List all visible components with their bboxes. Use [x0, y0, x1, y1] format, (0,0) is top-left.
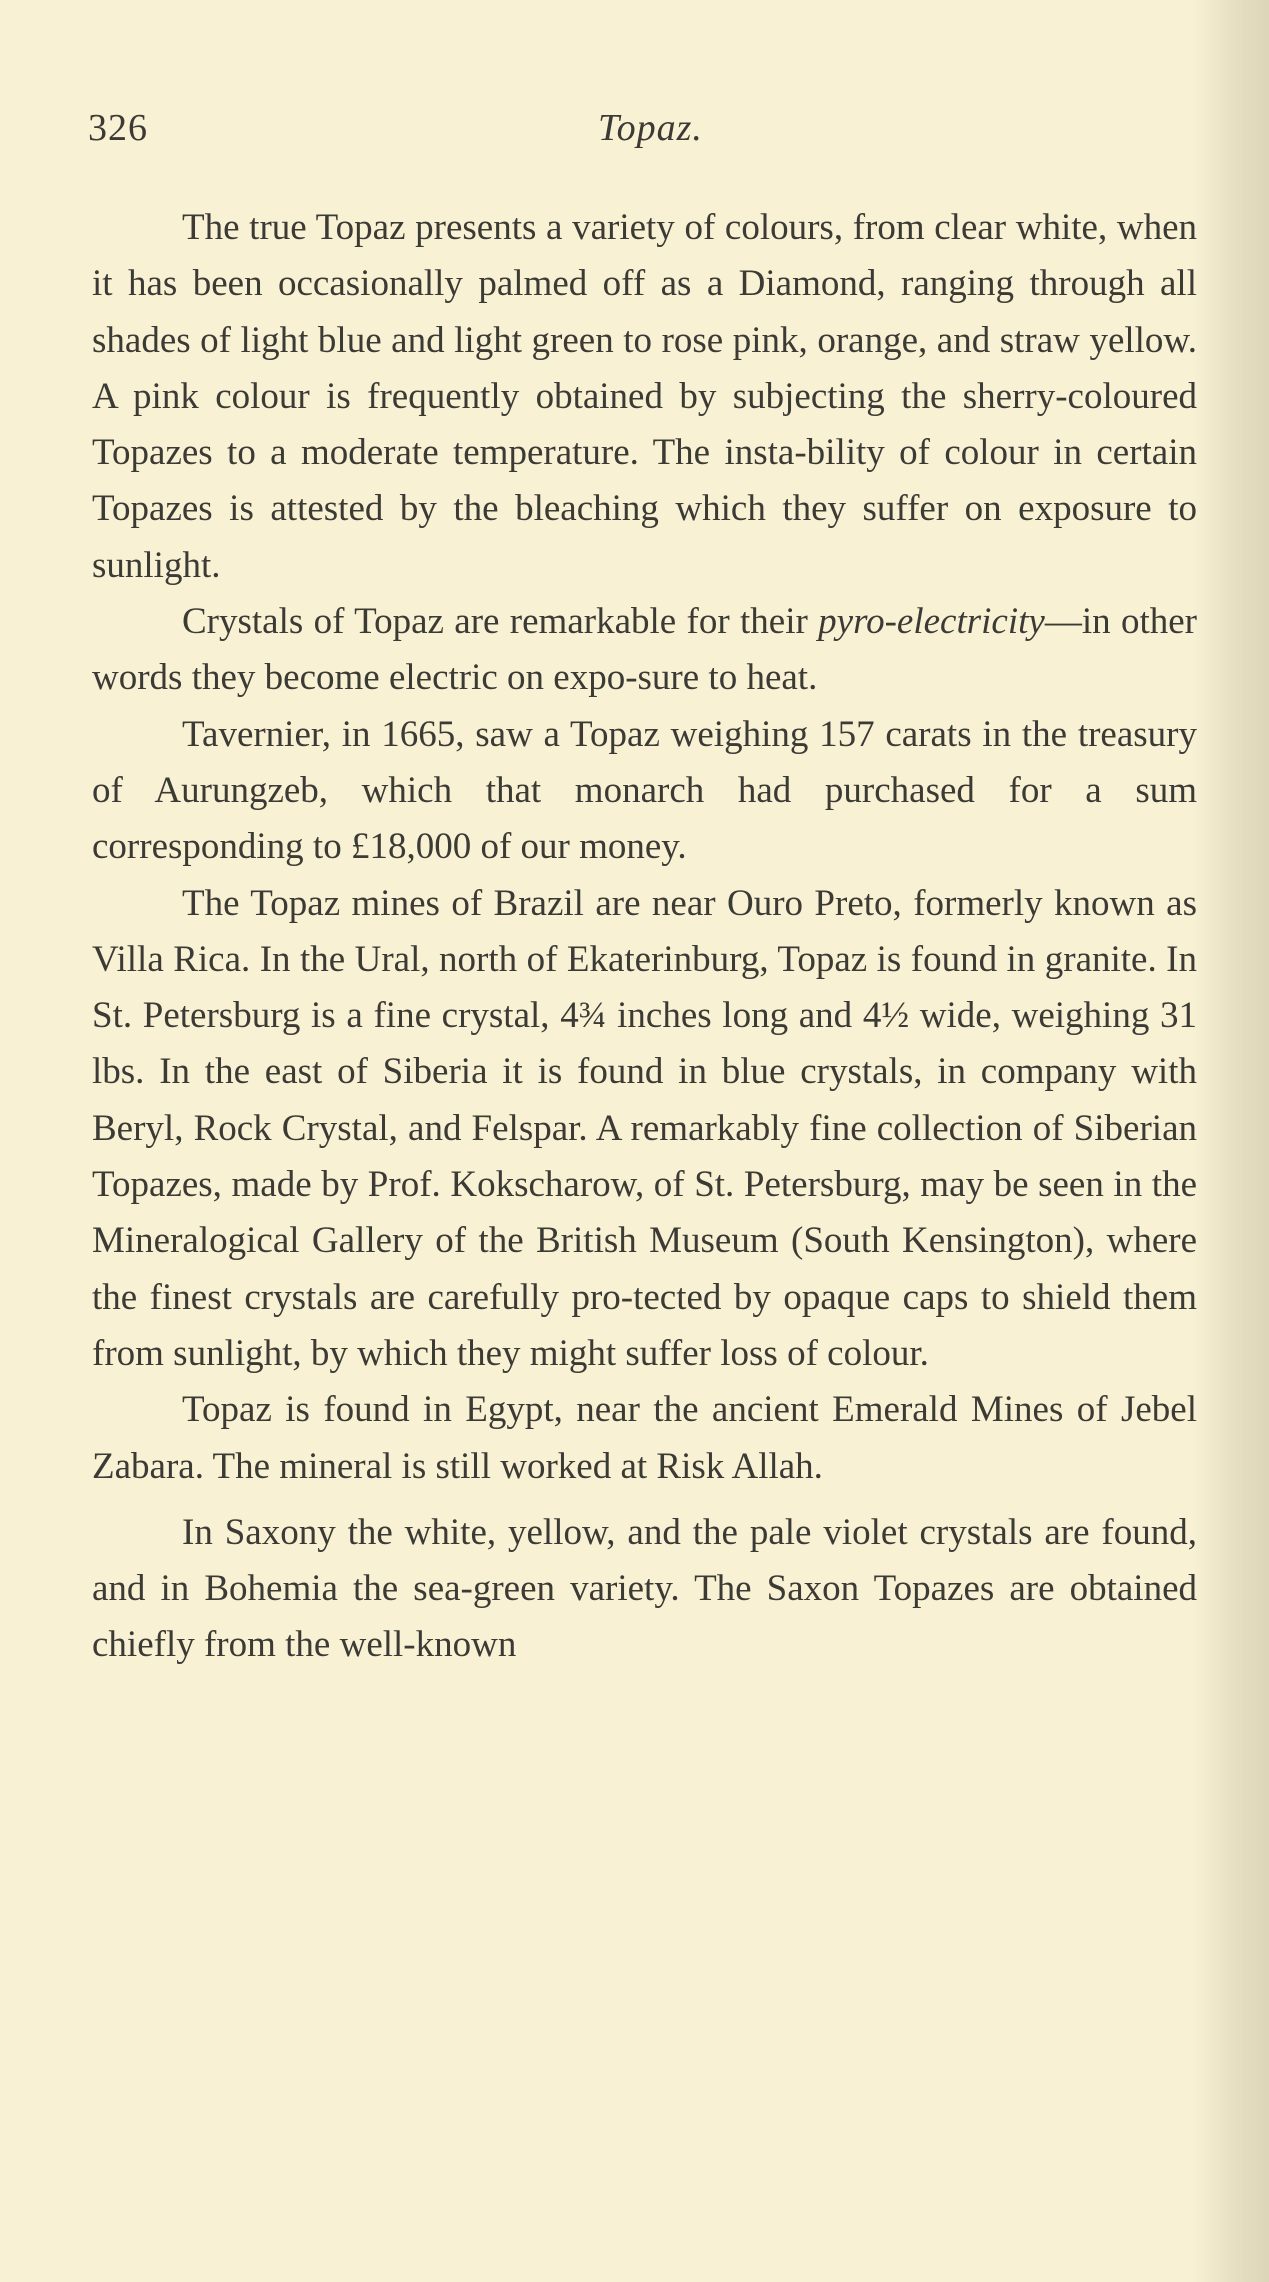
paragraph-saxony: In Saxony the white, yellow, and the pale violet crystals are found, and in Bohemia the sea-green variety. The Saxon Topazes are obtained chiefly from the well-known [92, 1511, 1197, 1666]
paragraph-topaz-mines: The Topaz mines of Brazil are near Ouro Preto, formerly known as Villa Rica. In the Ural, north of Ekaterinburg, Topaz is found in granite. In St. Petersburg is a fine crystal, 4¾ inches long and 4½ wide, weighing 31 lbs. In the east of Siberia it is found in blue crystals, in company with Beryl, Rock Crystal, and Felspar. A remarkably fine collection of Siberian Topazes, made by Prof. Kokscharow, of St. Petersburg, may be seen in the Mineralogical Gallery of the British Museum (South Kensington), where the finest crystals are carefully pro-tected by opaque caps to shield them from sunlight, by which they might suffer loss of colour. [92, 882, 1197, 1374]
paragraph-text-before: Crystals of Topaz are remarkable for their [182, 601, 819, 643]
paragraph-text-after: —in other words they become electric on expo-sure to heat. [92, 601, 1197, 699]
italic-term: pyro-electricity [818, 601, 1045, 643]
paragraph-tavernier: Tavernier, in 1665, saw a Topaz weighing 157 carats in the treasury of Aurungzeb, which that monarch had purchased for a sum corresponding to £18,000 of our money. [92, 713, 1197, 868]
page-header [88, 98, 1198, 158]
paragraph-egypt: Topaz is found in Egypt, near the ancient Emerald Mines of Jebel Zabara. The mineral is still worked at Risk Allah. [92, 1389, 1197, 1487]
paragraph-topaz-colours: The true Topaz presents a variety of colours, from clear white, when it has been occasionally palmed off as a Diamond, ranging through all shades of light blue and light green to rose pink, orange, and straw yellow. A pink colour is frequently obtained by subjecting the sherry-coloured Topazes to a moderate temperature. The insta-bility of colour in certain Topazes is attested by the bleaching which they suffer on exposure to sunlight. [92, 207, 1197, 586]
page-number: 326 [88, 107, 148, 149]
paragraph-pyro-electricity [92, 594, 1197, 707]
running-title: Topaz. [598, 107, 703, 149]
body-text [92, 200, 1197, 1674]
